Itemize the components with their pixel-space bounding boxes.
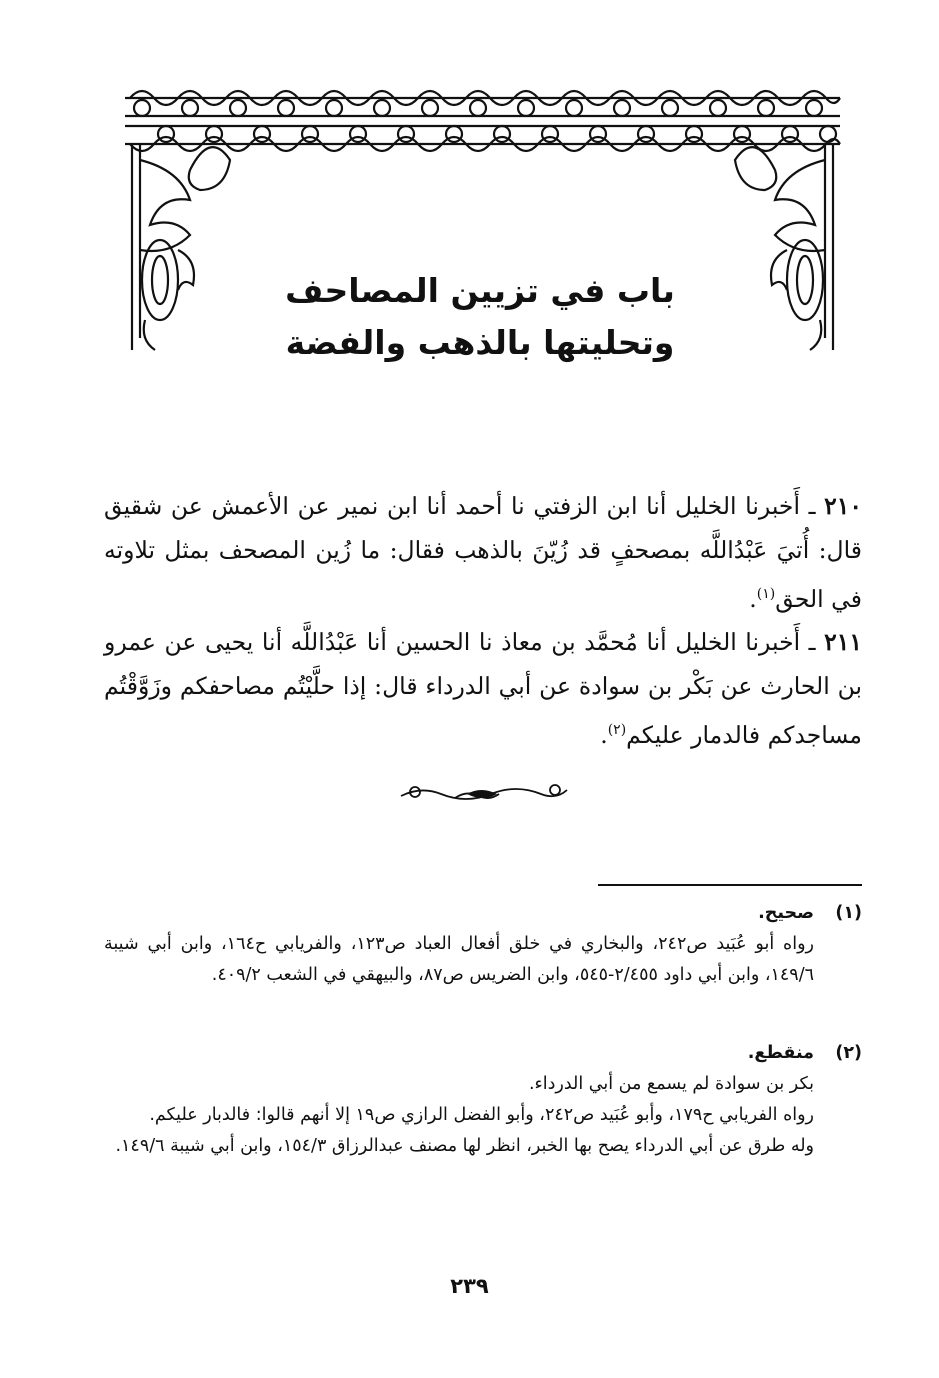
footnote-paragraph: رواه الفريابي ح١٧٩، وأبو عُبَيد ص٢٤٢، وأبو الفضل الرازي ص١٩ إلا أنهم قالوا: فالدبار عليكم. — [149, 1105, 814, 1125]
footnote-marker: (١) — [835, 903, 862, 923]
floral-separator-ornament — [395, 776, 573, 812]
hadith-end: . — [600, 720, 608, 749]
separator-svg — [395, 776, 573, 812]
hadith-211 — [104, 620, 862, 757]
footnote-1 — [104, 898, 862, 991]
footnote-reference: (١) — [756, 586, 776, 602]
hadith-end: . — [749, 584, 757, 613]
footnote-separator-rule — [598, 884, 862, 886]
footnote-verdict: صحيح. — [758, 903, 814, 923]
chapter-title-line-1: باب في تزيين المصاحف — [285, 271, 675, 310]
hadith-number: ٢١٠ — [824, 492, 862, 520]
footnote-2 — [104, 1038, 862, 1162]
footnote-verdict: منقطع. — [747, 1043, 814, 1063]
footnote-paragraph: وله طرق عن أبي الدرداء يصح بها الخبر، انظر لها مصنف عبدالرزاق ١٥٤/٣، وابن أبي شيبة ١٤٩/٦. — [115, 1136, 814, 1156]
footnote-paragraph: رواه أبو عُبَيد ص٢٤٢، والبخاري في خلق أفعال العباد ص١٢٣، والفريابي ح١٦٤، وابن أبي شيبة ١٤٩/٦، وابن أبي داود ٢/٤٥٥-٥٤٥، وابن الضريس ص٨٧، والبيهقي في الشعب ٤٠٩/٢. — [104, 934, 814, 985]
page-number: ٢٣٩ — [450, 1274, 489, 1298]
hadith-210 — [104, 484, 862, 621]
chapter-title-line-2: وتحليتها بالذهب والفضة — [285, 323, 675, 362]
footnote-paragraph: بكر بن سوادة لم يسمع من أبي الدرداء. — [528, 1074, 814, 1094]
footnote-marker: (٢) — [835, 1043, 862, 1063]
hadith-number: ٢١١ — [824, 628, 862, 656]
hadith-text: ـ أَخبرنا الخليل أنا ابن الزفتي نا أحمد أنا ابن نمير عن الأعمش عن شقيق قال: أُتيَ عَبْدُاللَّه بمصحفٍ قد زُيّنَ بالذهب فقال: ما زُين المصحف بمثل تلاوته في الحق — [104, 492, 862, 613]
footnote-reference: (٢) — [607, 722, 627, 738]
hadith-text: ـ أَخبرنا الخليل أنا مُحمَّد بن معاذ نا الحسين أنا عَبْدُاللَّه أنا يحيى عن عمرو بن الحارث عن بَكْر بن سوادة عن أبي الدرداء قال: إذا حلَّيْتُم مصاحفكم وزَوَّقْتُم مساجدكم فالدمار عليكم — [104, 628, 862, 749]
